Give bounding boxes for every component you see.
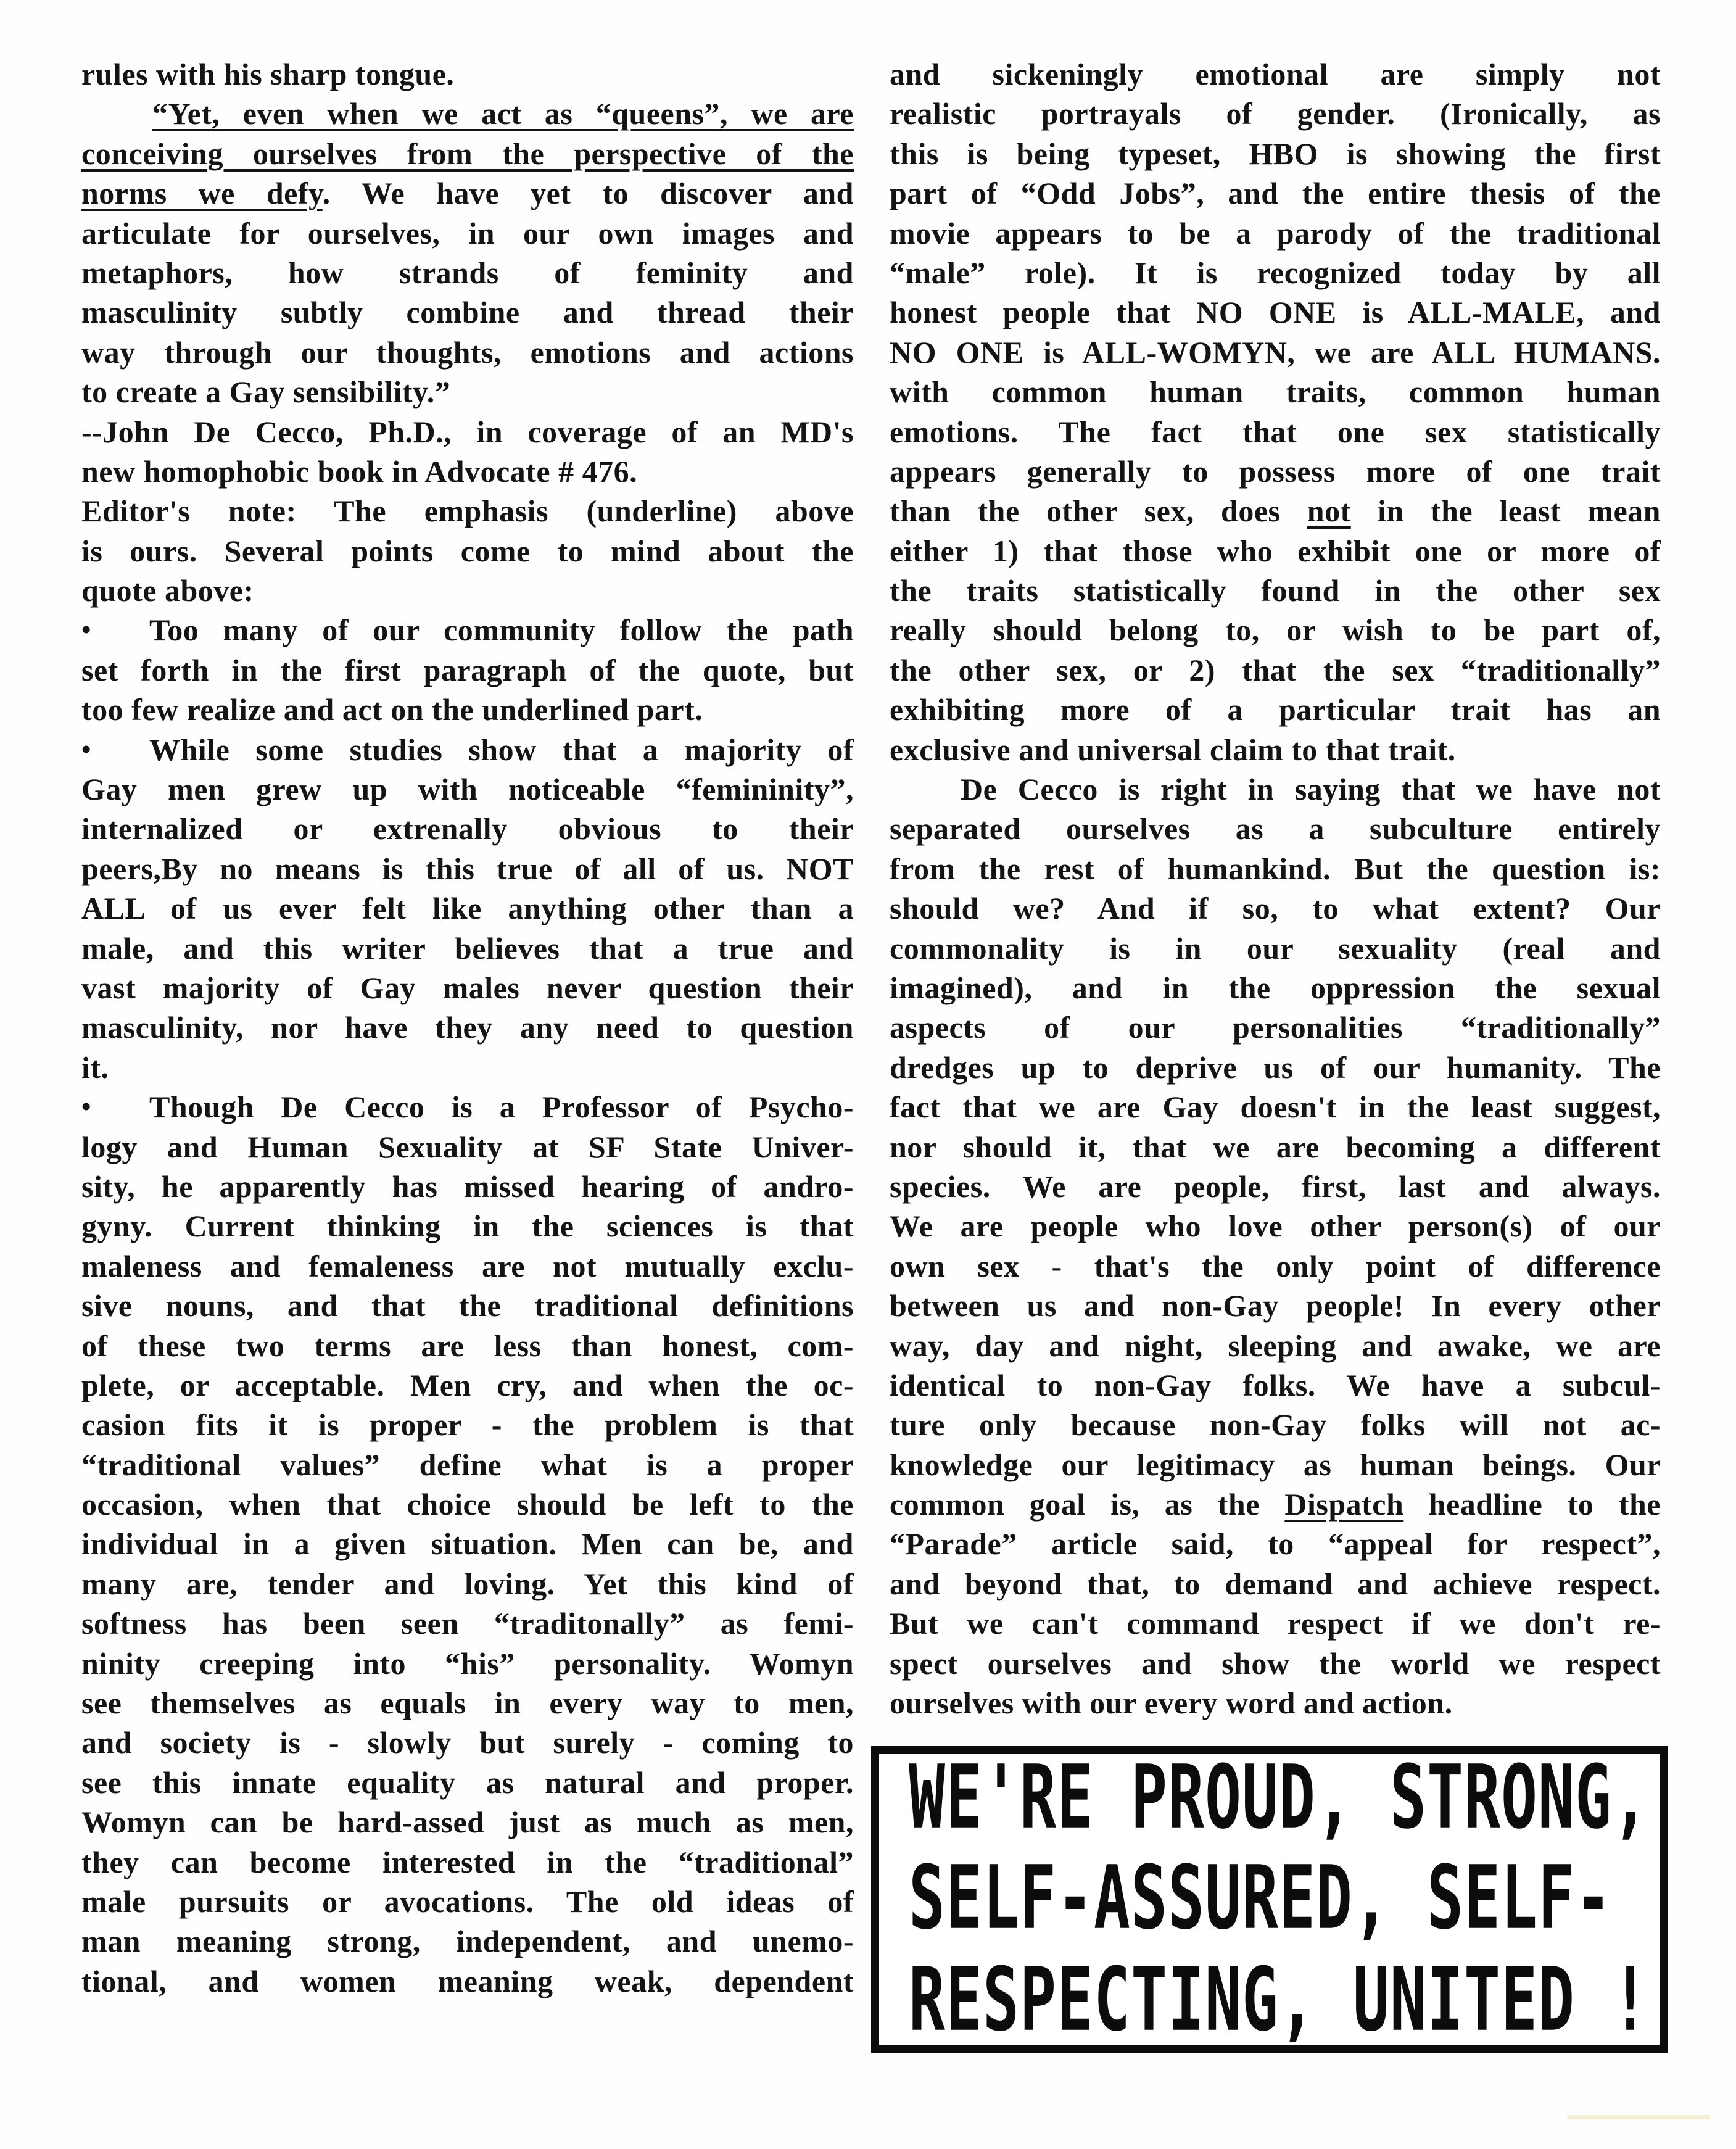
text-line: the traits statistically found in the other sex [890, 573, 1661, 608]
text-line [890, 491, 1661, 531]
text-line: and sickeningly emotional are simply not [890, 57, 1661, 91]
text-line: male pursuits or avocations. The old ideas of [81, 1884, 854, 1919]
text-line: it. [81, 1050, 109, 1085]
text-line: to create a Gay sensibility.” [81, 375, 451, 410]
text-line: metaphors, how strands of feminity and [81, 255, 854, 290]
text-line: with common human traits, common human [890, 375, 1661, 410]
text-line: this is being typeset, HBO is showing the first [890, 136, 1661, 171]
text-line: own sex - that's the only point of difference [890, 1248, 1661, 1283]
text-line: movie appears to be a parody of the traditional [890, 215, 1661, 251]
text-line: We are people who love other person(s) of our [890, 1209, 1661, 1244]
slogan-line: RESPECTING, UNITED ! [909, 1949, 1650, 2052]
text-segment: in the least mean [1350, 494, 1661, 529]
text-line: separated ourselves as a subculture entirely [890, 811, 1661, 847]
text-line: articulate for ourselves, in our own images and [81, 215, 854, 251]
text-line: fact that we are Gay doesn't in the least suggest, [890, 1090, 1661, 1125]
editors-note-line: Editor's note: The emphasis (underline) above [81, 494, 854, 529]
text-line: should we? And if so, to what extent? Our [890, 891, 1661, 926]
text-line: But we can't command respect if we don't re- [890, 1606, 1661, 1641]
text-line: “traditional values” define what is a proper [81, 1447, 854, 1482]
text-line: De Cecco is right in saying that we have not [961, 772, 1661, 807]
text-line: realistic portrayals of gender. (Ironically, as [890, 96, 1661, 131]
text-line: logy and Human Sexuality at SF State Univer- [81, 1129, 854, 1164]
bullet-icon: • [81, 734, 91, 764]
underlined-quote: conceiving ourselves from the perspective of the [81, 136, 854, 171]
text-line: ture only because non-Gay folks will not ac- [890, 1407, 1661, 1443]
editors-note-line: quote above: [81, 573, 254, 608]
text-segment: than the other sex, does [890, 494, 1307, 529]
text-line: man meaning strong, independent, and unemo- [81, 1924, 854, 1959]
text-line: ALL of us ever felt like anything other than a [81, 891, 854, 926]
text-line: and beyond that, to demand and achieve respect. [890, 1566, 1661, 1601]
text-line: rules with his sharp tongue. [81, 57, 455, 91]
text-line: many are, tender and loving. Yet this kind of [81, 1566, 854, 1601]
bullet-text: Too many of our community follow the path [149, 613, 854, 648]
text-line: softness has been seen “traditonally” as femi- [81, 1606, 854, 1641]
text-line: of these two terms are less than honest, com- [81, 1328, 854, 1363]
text-line: knowledge our legitimacy as human beings. Our [890, 1447, 1661, 1482]
underlined-word: not [1307, 494, 1351, 529]
text-line: ninity creeping into “his” personality. Womyn [81, 1646, 854, 1681]
scan-edge-mark [1567, 2115, 1710, 2119]
text-line: gyny. Current thinking in the sciences is that [81, 1209, 854, 1244]
text-line: “male” role). It is recognized today by all [890, 255, 1661, 290]
bullet-item [81, 730, 854, 769]
text-line: Gay men grew up with noticeable “femininity”, [81, 772, 854, 807]
text-line: individual in a given situation. Men can be, and [81, 1526, 854, 1562]
text-line-underlined [81, 134, 854, 173]
text-line: tional, and women meaning weak, dependent [81, 1963, 854, 1998]
text-segment: headline to the [1403, 1487, 1661, 1522]
text-line [81, 173, 854, 213]
slogan-line: WE'RE PROUD, STRONG, [909, 1747, 1650, 1849]
text-line: species. We are people, first, last and always. [890, 1169, 1661, 1204]
bullet-icon: • [81, 615, 91, 645]
text-segment: common goal is, as the [890, 1487, 1285, 1522]
text-line [890, 1484, 1661, 1524]
bullet-item [81, 1087, 854, 1127]
text-line: occasion, when that choice should be left to the [81, 1487, 854, 1522]
slogan-box [871, 1746, 1668, 2053]
text-line: exhibiting more of a particular trait has an [890, 692, 1661, 727]
text-line: way, day and night, sleeping and awake, we are [890, 1328, 1661, 1363]
underlined-word: Dispatch [1284, 1487, 1404, 1522]
text-line: appears generally to possess more of one trait [890, 453, 1661, 489]
bullet-icon: • [81, 1091, 91, 1122]
text-line: plete, or acceptable. Men cry, and when the oc- [81, 1367, 854, 1402]
editors-note-line: is ours. Several points come to mind about the [81, 533, 854, 568]
text-line: nor should it, that we are becoming a different [890, 1129, 1661, 1164]
text-line: NO ONE is ALL-WOMYN, we are ALL HUMANS. [890, 334, 1661, 370]
slogan-line: SELF-ASSURED, SELF- [909, 1847, 1613, 1950]
text-line: either 1) that those who exhibit one or more of [890, 533, 1661, 568]
text-line: aspects of our personalities “traditionally” [890, 1010, 1661, 1045]
text-line: exclusive and universal claim to that trait. [890, 732, 1456, 767]
text-line: masculinity, nor have they any need to question [81, 1010, 854, 1045]
text-line-underlined [81, 94, 854, 133]
text-line: identical to non-Gay folks. We have a subcul- [890, 1367, 1661, 1402]
text-line: and society is - slowly but surely - coming to [81, 1725, 854, 1760]
text-line: commonality is in our sexuality (real and [890, 930, 1661, 966]
text-line: the other sex, or 2) that the sex “traditionally” [890, 652, 1661, 687]
underlined-quote: “Yet, even when we act as “queens”, we are [152, 96, 854, 131]
bullet-text: Though De Cecco is a Professor of Psycho- [149, 1090, 854, 1125]
text-line: honest people that NO ONE is ALL-MALE, and [890, 295, 1661, 330]
bullet-text: While some studies show that a majority of [149, 732, 854, 767]
text-line: imagined), and in the oppression the sexual [890, 970, 1661, 1005]
text-line: male, and this writer believes that a true and [81, 930, 854, 966]
text-line: peers,By no means is this true of all of us. NOT [81, 851, 854, 886]
text-line: vast majority of Gay males never question their [81, 970, 854, 1005]
text-line: ourselves with our every word and action. [890, 1686, 1453, 1721]
text-line: between us and non-Gay people! In every other [890, 1288, 1661, 1323]
attribution-line: --John De Cecco, Ph.D., in coverage of an MD's [81, 414, 854, 449]
text-line: sity, he apparently has missed hearing of andro- [81, 1169, 854, 1204]
text-line: see themselves as equals in every way to men, [81, 1686, 854, 1721]
text-line: masculinity subtly combine and thread their [81, 295, 854, 330]
text-segment: . We have yet to discover and [322, 176, 854, 211]
text-line: “Parade” article said, to “appeal for respect”, [890, 1526, 1661, 1562]
text-line: from the rest of humankind. But the question is: [890, 851, 1661, 886]
text-line: sive nouns, and that the traditional definitions [81, 1288, 854, 1323]
text-line: see this innate equality as natural and proper. [81, 1765, 854, 1800]
text-line: Womyn can be hard-assed just as much as men, [81, 1805, 854, 1840]
text-line: they can become interested in the “traditional” [81, 1844, 854, 1879]
text-line: really should belong to, or wish to be part of, [890, 613, 1661, 648]
text-line: too few realize and act on the underlined part. [81, 692, 703, 727]
text-line: dredges up to deprive us of our humanity. The [890, 1050, 1661, 1085]
text-line: part of “Odd Jobs”, and the entire thesis of the [890, 176, 1661, 211]
underlined-quote: norms we defy [81, 176, 323, 211]
text-line: casion fits it is proper - the problem is that [81, 1407, 854, 1443]
text-line: spect ourselves and show the world we respect [890, 1646, 1661, 1681]
text-line: set forth in the first paragraph of the quote, but [81, 652, 854, 687]
right-column [890, 54, 1661, 1723]
attribution-line: new homophobic book in Advocate # 476. [81, 453, 638, 489]
text-line: internalized or extrenally obvious to their [81, 811, 854, 847]
text-line: emotions. The fact that one sex statistically [890, 414, 1661, 449]
left-column [81, 54, 854, 2001]
text-line: way through our thoughts, emotions and actions [81, 334, 854, 370]
text-line: maleness and femaleness are not mutually exclu- [81, 1248, 854, 1283]
bullet-item [81, 610, 854, 650]
